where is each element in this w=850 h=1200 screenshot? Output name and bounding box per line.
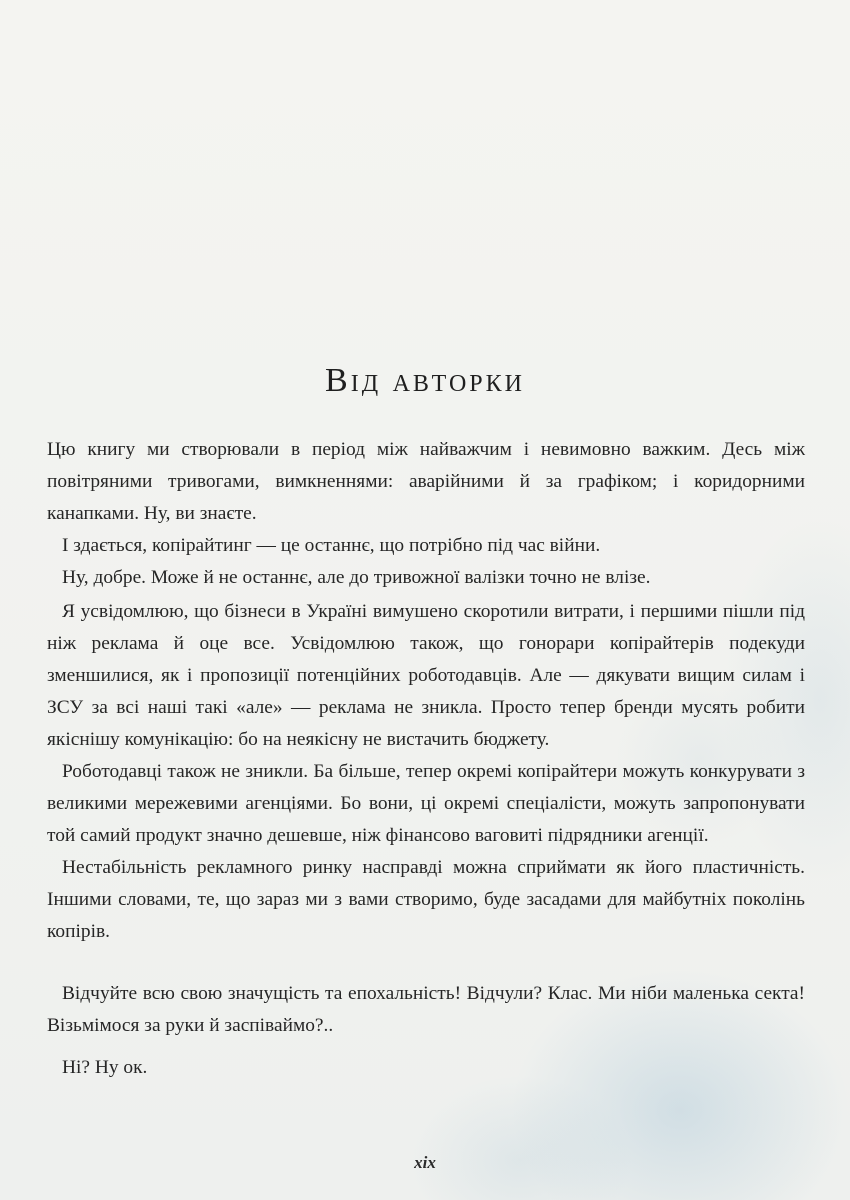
paragraph-6: Нестабільність рекламного ринку насправді можна сприймати як його пластичність. Іншими словами, те, що зараз ми з вами створимо, буде засадами для майбутніх поколінь копірів. xyxy=(47,857,805,942)
paragraph-2: І здається, копірайтинг — це останнє, що потрібно під час війни. xyxy=(62,535,601,556)
paragraph-3: Ну, добре. Може й не останнє, але до тривожної валізки точно не влізе. xyxy=(62,567,651,588)
paragraph-group-1 xyxy=(47,434,805,530)
paragraph-1: Цю книгу ми створювали в період між найважчим і невимовно важким. Десь між повітряними тривогами, вимкненнями: аварійними й за графіком; і коридорними канапками. Ну, ви знаєте. xyxy=(47,439,805,524)
paragraph-7: Відчуйте всю свою значущість та епохальність! Відчули? Клас. Ми ніби маленька секта! Візьмімося за руки й заспіваймо?.. xyxy=(47,983,805,1036)
paragraph-8: Ні? Ну ок. xyxy=(62,1057,148,1078)
paragraph-5: Роботодавці також не зникли. Ба більше, тепер окремі копірайтери можуть конкурувати з великими мережевими агенціями. Бо вони, ці окремі спеціалісти, можуть запропонувати той самий продукт значно дешевше, ніж фінансово ваговиті підрядники агенції. xyxy=(47,761,805,846)
paragraph-group-4 xyxy=(47,978,805,1042)
chapter-title: Від авторки xyxy=(325,362,525,399)
page-number: xix xyxy=(414,1153,436,1172)
paragraph-group-5 xyxy=(47,1052,805,1084)
paragraph-group-3 xyxy=(47,596,805,948)
paragraph-group-2 xyxy=(47,530,805,594)
paragraph-4: Я усвідомлюю, що бізнеси в Україні вимушено скоротили витрати, і першими пішли під ніж реклама й оце все. Усвідомлюю також, що гонорари копірайтерів подекуди зменшилися, як і пропозиції потенційних роботодавців. Але — дякувати вищим силам і ЗСУ за всі наші такі «але» — реклама не зникла. Просто тепер бренди мусять робити якіснішу комунікацію: бо на неякісну не вистачить бюджету. xyxy=(47,601,805,750)
